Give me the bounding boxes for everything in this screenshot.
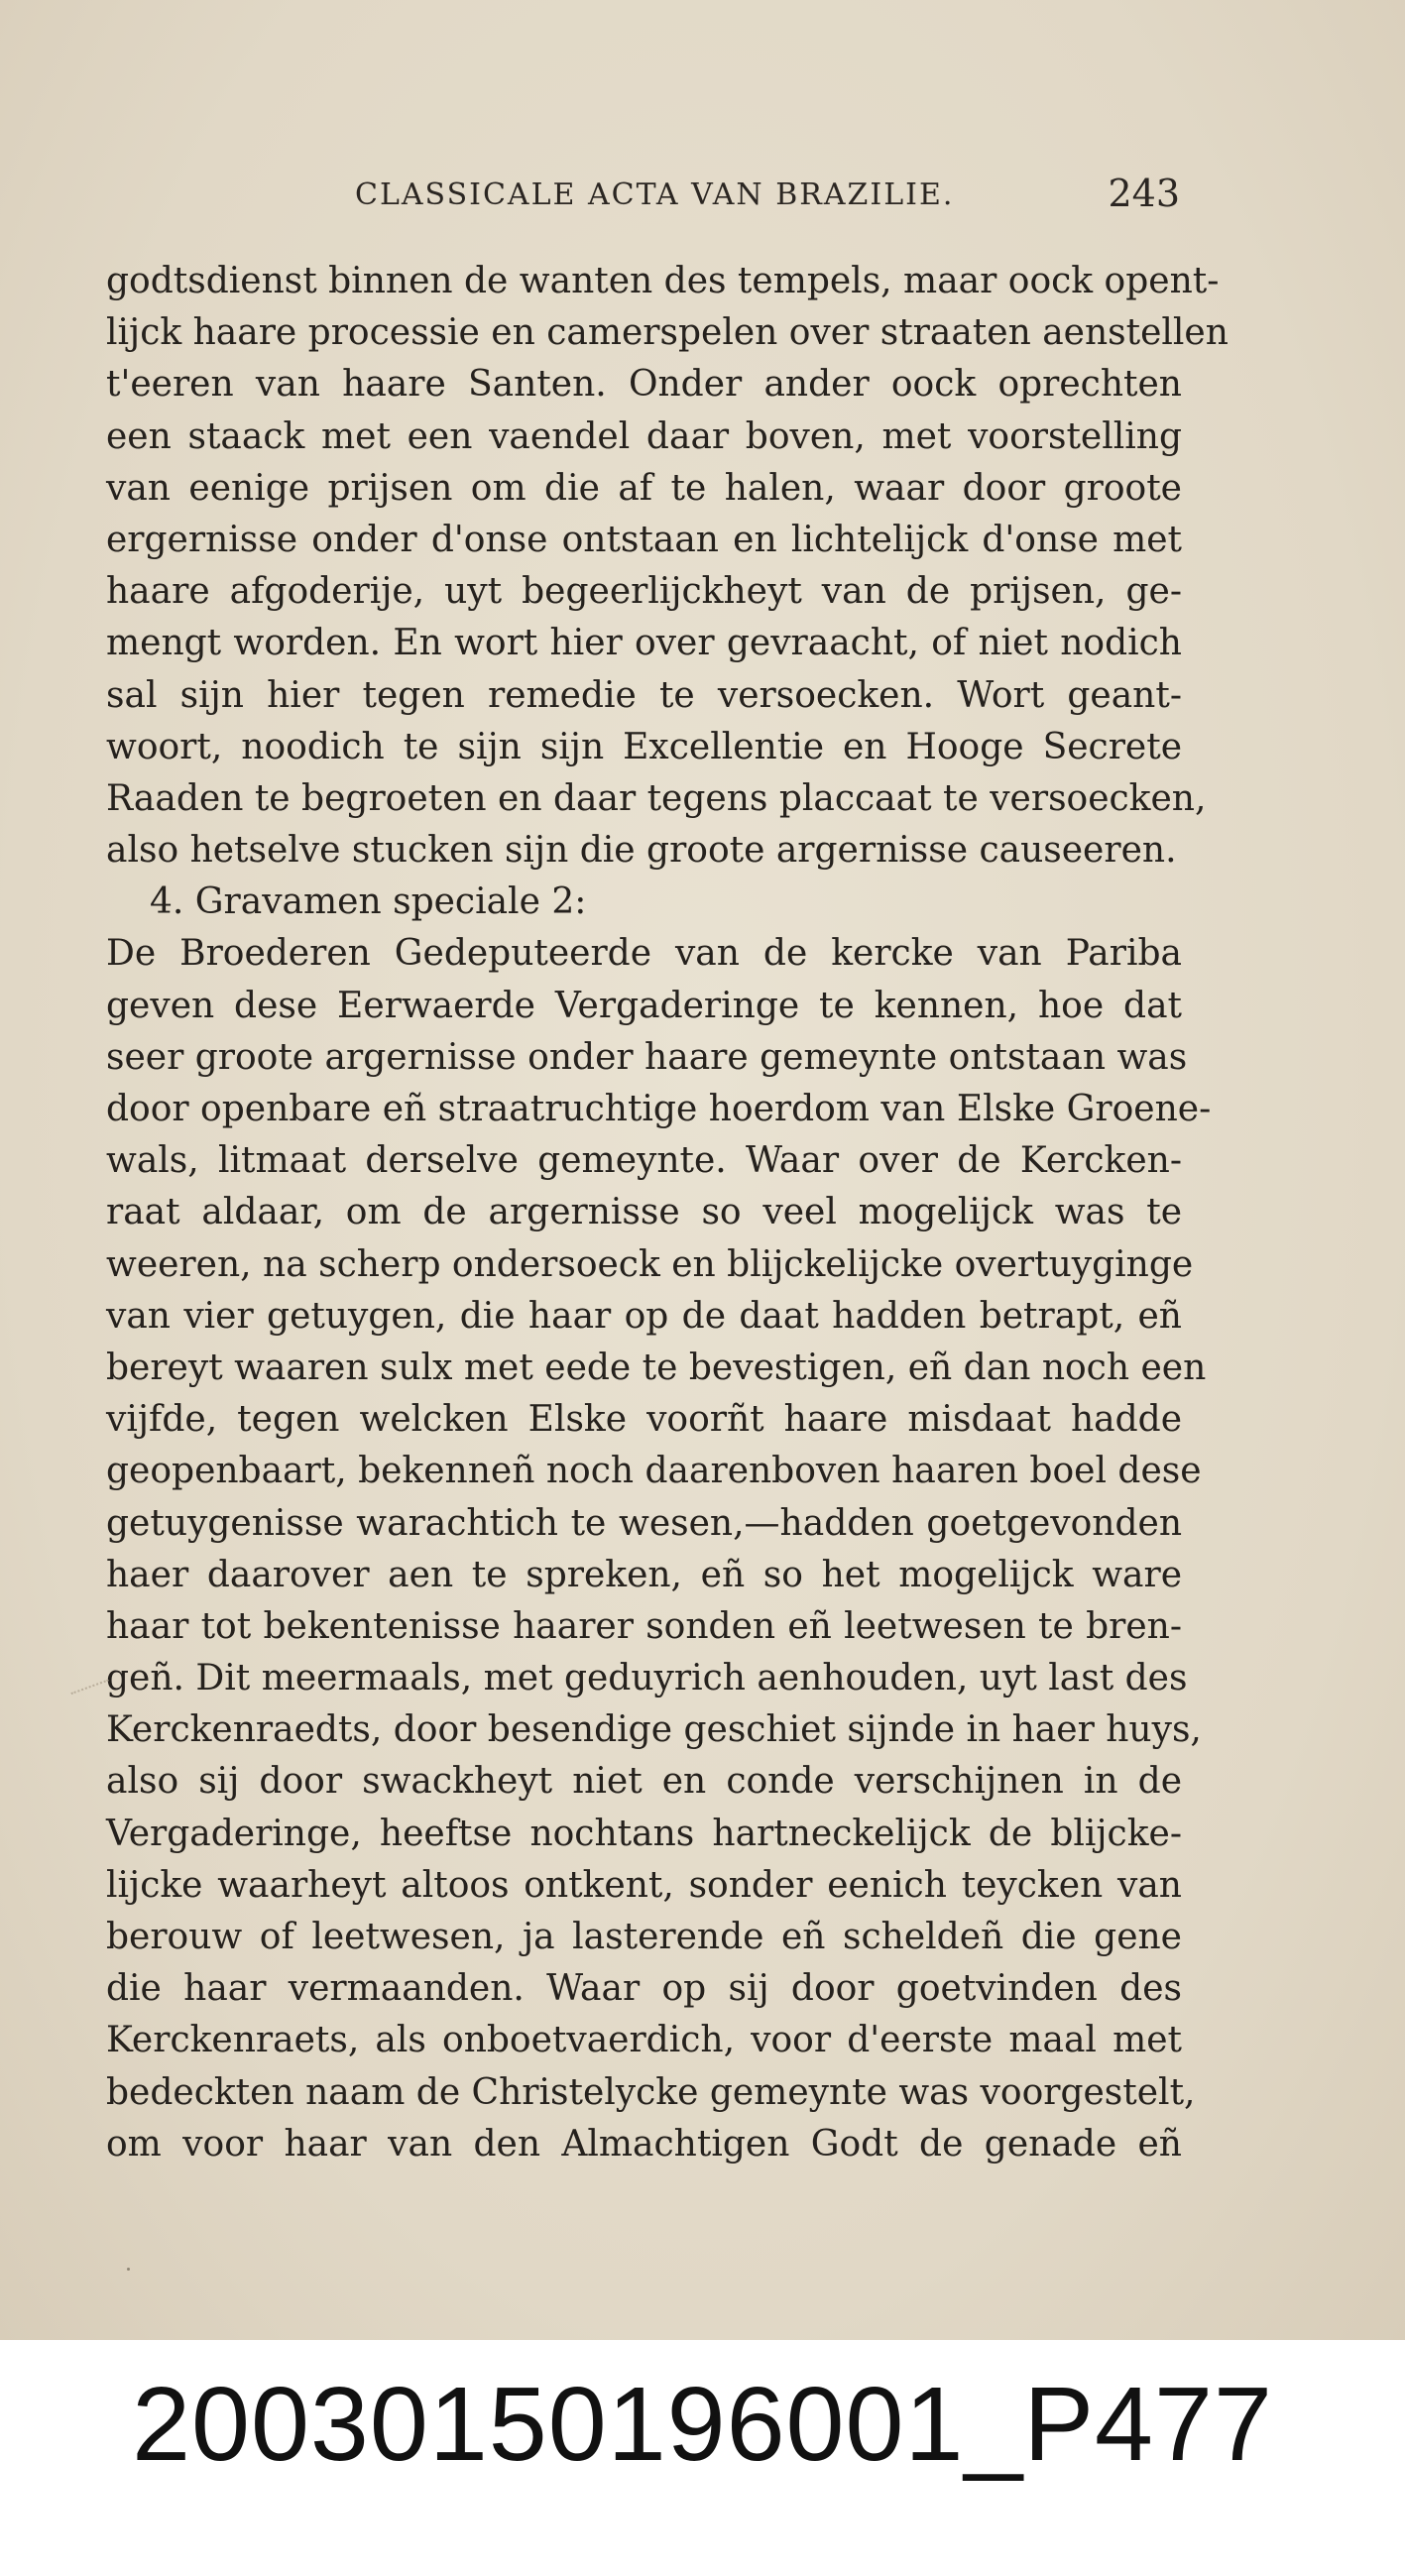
text-line: Kerckenraedts, door besendige geschiet sijnde in haer huys, bbox=[106, 1709, 1202, 1751]
page-number: 243 bbox=[1108, 172, 1180, 215]
text-line: Raaden te begroeten en daar tegens placcaat te versoecken, bbox=[106, 777, 1207, 819]
text-line: bedeckten naam de Christelycke gemeynte was voorgestelt, bbox=[106, 2071, 1196, 2113]
text-line: die haar vermaanden. Waar op sij door goetvinden des bbox=[106, 1968, 1182, 2010]
text-line: geñ. Dit meermaals, met geduyrich aenhouden, uyt last des bbox=[106, 1658, 1188, 1699]
text-line: 4. Gravamen speciale 2: bbox=[150, 881, 587, 923]
text-line: woort, noodich te sijn sijn Excellentie en Hooge Secrete bbox=[106, 726, 1182, 767]
text-line: van vier getuygen, die haar op de daat hadden betrapt, eñ bbox=[106, 1295, 1182, 1337]
text-line: De Broederen Gedeputeerde van de kercke van Pariba bbox=[106, 933, 1182, 975]
text-line: haare afgoderije, uyt begeerlijckheyt van de prijsen, ge- bbox=[106, 571, 1182, 613]
text-line: getuygenisse warachtich te wesen,—hadden goetgevonden bbox=[106, 1502, 1182, 1544]
text-line: ergernisse onder d'onse ontstaan en lichtelijck d'onse met bbox=[106, 519, 1182, 560]
text-line: seer groote argernisse onder haare gemeynte ontstaan was bbox=[106, 1036, 1188, 1078]
text-line: geven dese Eerwaerde Vergaderinge te kennen, hoe dat bbox=[106, 985, 1182, 1026]
text-line: vijfde, tegen welcken Elske voorñt haare misdaat hadde bbox=[106, 1399, 1182, 1441]
text-line: t'eeren van haare Santen. Onder ander oock oprechten bbox=[106, 364, 1182, 406]
text-line: lijck haare processie en camerspelen over straaten aenstellen bbox=[106, 312, 1229, 354]
text-line: godtsdienst binnen de wanten des tempels, maar oock opent- bbox=[106, 261, 1220, 301]
text-line: Vergaderinge, heeftse nochtans hartneckelijck de blijcke- bbox=[106, 1813, 1182, 1854]
text-line: haer daarover aen te spreken, eñ so het mogelijck ware bbox=[106, 1554, 1182, 1595]
text-line: also sij door swackheyt niet en conde verschijnen in de bbox=[106, 1761, 1182, 1803]
text-line: haar tot bekentenisse haarer sonden eñ leetwesen te bren- bbox=[106, 1605, 1182, 1647]
scan-identifier-label: 20030150196001_P477 bbox=[132, 2366, 1273, 2483]
text-line: mengt worden. En wort hier over gevraacht, of niet nodich bbox=[106, 623, 1182, 664]
text-line: raat aldaar, om de argernisse so veel mogelijck was te bbox=[106, 1192, 1182, 1233]
page-header bbox=[109, 172, 1180, 221]
paper-speck bbox=[127, 2268, 130, 2271]
text-line: om voor haar van den Almachtigen Godt de genade eñ bbox=[106, 2123, 1182, 2165]
text-line: Kerckenraets, als onboetvaerdich, voor d'eerste maal met bbox=[106, 2020, 1182, 2061]
text-line: bereyt waaren sulx met eede te bevestigen, eñ dan noch een bbox=[106, 1347, 1207, 1388]
text-line: door openbare eñ straatruchtige hoerdom van Elske Groene- bbox=[106, 1089, 1212, 1129]
text-line: lijcke waarheyt altoos ontkent, sonder eenich teycken van bbox=[106, 1864, 1182, 1906]
text-line: weeren, na scherp ondersoeck en blijckelijcke overtuyginge bbox=[106, 1243, 1194, 1285]
running-head: CLASSICALE ACTA VAN BRAZILIE. bbox=[355, 177, 955, 212]
text-line: wals, litmaat derselve gemeynte. Waar over de Kercken- bbox=[106, 1140, 1182, 1182]
body-text bbox=[106, 256, 1229, 2170]
text-line: een staack met een vaendel daar boven, met voorstelling bbox=[106, 415, 1182, 457]
text-line: berouw of leetwesen, ja lasterende eñ scheldeñ die gene bbox=[106, 1917, 1182, 1957]
text-line: van eenige prijsen om die af te halen, waar door groote bbox=[106, 467, 1182, 509]
text-line: sal sijn hier tegen remedie te versoecken. Wort geant- bbox=[106, 674, 1182, 716]
text-line: geopenbaart, bekenneñ noch daarenboven haaren boel dese bbox=[106, 1451, 1202, 1492]
text-line: also hetselve stucken sijn die groote argernisse causeeren. bbox=[106, 830, 1177, 872]
